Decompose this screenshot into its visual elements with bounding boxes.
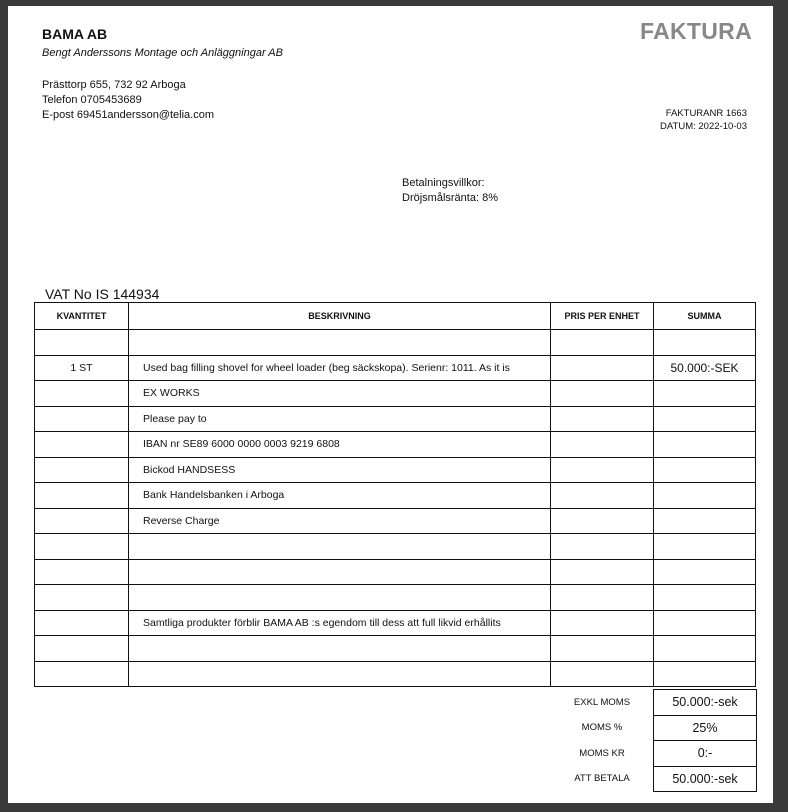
cell-qty <box>35 585 129 611</box>
cell-sum <box>654 508 756 534</box>
cell-qty <box>35 534 129 560</box>
table-row <box>35 610 756 636</box>
cell-sum <box>654 432 756 458</box>
invoice-page <box>8 6 773 803</box>
cell-qty <box>35 381 129 407</box>
cell-description <box>129 585 551 611</box>
cell-description: Samtliga produkter förblir BAMA AB :s egendom till dess att full likvid erhållits <box>129 610 551 636</box>
header-sum: SUMMA <box>654 303 756 330</box>
cell-sum: 50.000:-SEK <box>654 355 756 381</box>
total-excl-vat-value: 50.000:-sek <box>654 690 757 716</box>
cell-description: Bank Handelsbanken i Arboga <box>129 483 551 509</box>
late-interest: Dröjsmålsränta: 8% <box>402 192 498 204</box>
cell-description <box>129 559 551 585</box>
vat-number: VAT No IS 144934 <box>45 286 160 302</box>
cell-unit-price <box>551 406 654 432</box>
cell-description <box>129 636 551 662</box>
cell-unit-price <box>551 381 654 407</box>
totals-table <box>551 689 757 792</box>
cell-description <box>129 534 551 560</box>
cell-sum <box>654 457 756 483</box>
cell-description: Bickod HANDSESS <box>129 457 551 483</box>
table-row <box>35 585 756 611</box>
cell-unit-price <box>551 585 654 611</box>
header-description: BESKRIVNING <box>129 303 551 330</box>
cell-sum <box>654 406 756 432</box>
table-row <box>35 406 756 432</box>
company-full-name: Bengt Anderssons Montage och Anläggningar AB <box>42 47 283 59</box>
cell-description: EX WORKS <box>129 381 551 407</box>
table-row <box>35 534 756 560</box>
cell-qty <box>35 432 129 458</box>
cell-unit-price <box>551 661 654 687</box>
table-row <box>35 508 756 534</box>
cell-unit-price <box>551 610 654 636</box>
cell-description: Please pay to <box>129 406 551 432</box>
totals-row <box>551 766 757 792</box>
cell-description <box>129 330 551 356</box>
cell-sum <box>654 636 756 662</box>
cell-qty <box>35 483 129 509</box>
cell-description: Used bag filling shovel for wheel loader (beg säckskopa). Serienr: 1011. As it is <box>129 355 551 381</box>
cell-qty <box>35 661 129 687</box>
cell-sum <box>654 483 756 509</box>
company-email: E-post 69451andersson@telia.com <box>42 109 214 121</box>
invoice-date: DATUM: 2022-10-03 <box>660 121 747 132</box>
totals-row <box>551 690 757 716</box>
cell-sum <box>654 585 756 611</box>
company-name: BAMA AB <box>42 26 108 42</box>
cell-qty <box>35 508 129 534</box>
table-row <box>35 636 756 662</box>
document-title: FAKTURA <box>640 18 752 44</box>
total-excl-vat-label: EXKL MOMS <box>573 696 631 708</box>
company-address: Prästtorp 655, 732 92 Arboga <box>42 79 186 91</box>
line-items-table <box>34 302 756 687</box>
amount-due-value: 50.000:-sek <box>654 766 757 792</box>
cell-unit-price <box>551 559 654 585</box>
table-header-row <box>35 303 756 330</box>
company-phone: Telefon 0705453689 <box>42 94 142 106</box>
cell-sum <box>654 559 756 585</box>
table-row <box>35 432 756 458</box>
table-row <box>35 457 756 483</box>
totals-row <box>551 715 757 741</box>
cell-unit-price <box>551 483 654 509</box>
table-row <box>35 661 756 687</box>
cell-unit-price <box>551 457 654 483</box>
totals-row <box>551 741 757 767</box>
cell-sum <box>654 534 756 560</box>
table-row <box>35 381 756 407</box>
amount-due-label: ATT BETALA <box>574 773 630 785</box>
cell-unit-price <box>551 636 654 662</box>
cell-unit-price <box>551 330 654 356</box>
vat-percent-label: MOMS % <box>581 722 623 734</box>
cell-unit-price <box>551 355 654 381</box>
cell-qty <box>35 406 129 432</box>
cell-description: IBAN nr SE89 6000 0000 0003 9219 6808 <box>129 432 551 458</box>
cell-qty <box>35 559 129 585</box>
cell-sum <box>654 381 756 407</box>
cell-sum <box>654 661 756 687</box>
cell-unit-price <box>551 534 654 560</box>
cell-description <box>129 661 551 687</box>
vat-percent-value: 25% <box>654 715 757 741</box>
cell-qty <box>35 330 129 356</box>
cell-qty <box>35 457 129 483</box>
cell-description: Reverse Charge <box>129 508 551 534</box>
cell-sum <box>654 330 756 356</box>
table-row <box>35 559 756 585</box>
cell-unit-price <box>551 508 654 534</box>
table-row <box>35 330 756 356</box>
payment-terms: Betalningsvillkor: <box>402 177 485 189</box>
cell-qty: 1 ST <box>35 355 129 381</box>
vat-amount-label: MOMS KR <box>579 747 625 759</box>
cell-qty <box>35 636 129 662</box>
table-row <box>35 483 756 509</box>
table-row <box>35 355 756 381</box>
invoice-number: FAKTURANR 1663 <box>665 108 747 119</box>
header-unit-price: PRIS PER ENHET <box>551 303 654 330</box>
vat-amount-value: 0:- <box>654 741 757 767</box>
cell-unit-price <box>551 432 654 458</box>
header-qty: KVANTITET <box>35 303 129 330</box>
cell-sum <box>654 610 756 636</box>
cell-qty <box>35 610 129 636</box>
